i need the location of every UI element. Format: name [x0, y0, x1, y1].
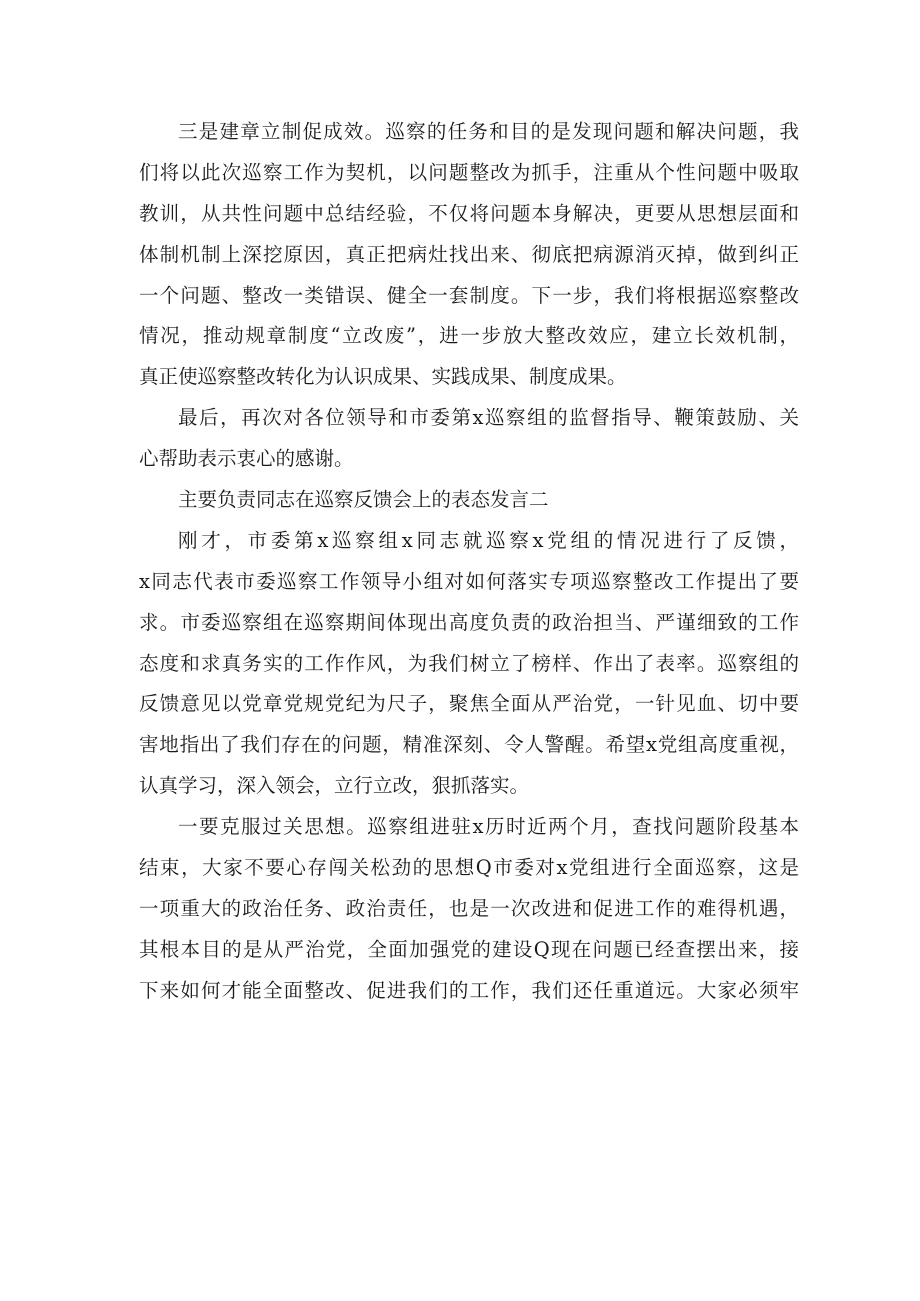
paragraph-line: 一个问题、整改一类错误、健全一套制度。下一步，我们将根据巡察整改 [139, 283, 799, 307]
paragraph-line: 最后，再次对各位领导和市委第x巡察组的监督指导、鞭策鼓励、关 [178, 406, 799, 430]
paragraph-line: 三是建章立制促成效。巡察的任务和目的是发现问题和解决问题，我 [178, 120, 799, 143]
paragraph-line: 们将以此次巡察工作为契机，以问题整改为抓手，注重从个性问题中吸取 [139, 160, 799, 184]
paragraph-line: 害地指出了我们存在的问题，精准深刻、令人警醒。希望x党组高度重视， [139, 733, 799, 757]
paragraph-line: 一要克服过关思想。巡察组进驻x历时近两个月，查找问题阶段基本 [178, 815, 799, 839]
paragraph-line: 一项重大的政治任务、政治责任，也是一次改进和促进工作的难得机遇， [139, 896, 799, 920]
paragraph-line: 体制机制上深挖原因，真正把病灶找出来、彻底把病源消灭掉，做到纠正 [139, 242, 799, 266]
paragraph-line: 刚才，市委第x巡察组x同志就巡察x党组的情况进行了反馈， [178, 528, 799, 552]
paragraph-line: 心帮助表示衷心的感谢。 [139, 447, 354, 471]
paragraph-line: 其根本目的是从严治党，全面加强党的建设Q现在问题已经查摆出来，接 [139, 937, 799, 961]
document-body [139, 112, 799, 1012]
paragraph-line: 结束，大家不要心存闯关松劲的思想Q市委对x党组进行全面巡察，这是 [139, 856, 799, 880]
paragraph-line: 下来如何才能全面整改、促进我们的工作，我们还任重道远。大家必须牢 [139, 978, 799, 1002]
paragraph-line: 态度和求真务实的工作作风，为我们树立了榜样、作出了表率。巡察组的 [139, 651, 799, 675]
paragraph-line: 情况，推动规章制度“立改废”，进一步放大整改效应，建立长效机制， [139, 324, 799, 348]
paragraph-line: 反馈意见以党章党规党纪为尺子，聚焦全面从严治党，一针见血、切中要 [139, 692, 799, 716]
paragraph-line: x同志代表市委巡察工作领导小组对如何落实专项巡察整改工作提出了要 [139, 569, 799, 593]
paragraph-line: 真正使巡察整改转化为认识成果、实践成果、制度成果。 [139, 365, 627, 389]
paragraph-line: 认真学习，深入领会，立行立改，狠抓落实。 [139, 774, 530, 798]
paragraph-line: 教训，从共性问题中总结经验，不仅将问题本身解决，更要从思想层面和 [139, 201, 799, 225]
section-heading: 主要负责同志在巡察反馈会上的表态发言二 [178, 488, 549, 512]
paragraph-line: 求。市委巡察组在巡察期间体现出高度负责的政治担当、严谨细致的工作 [139, 610, 799, 634]
